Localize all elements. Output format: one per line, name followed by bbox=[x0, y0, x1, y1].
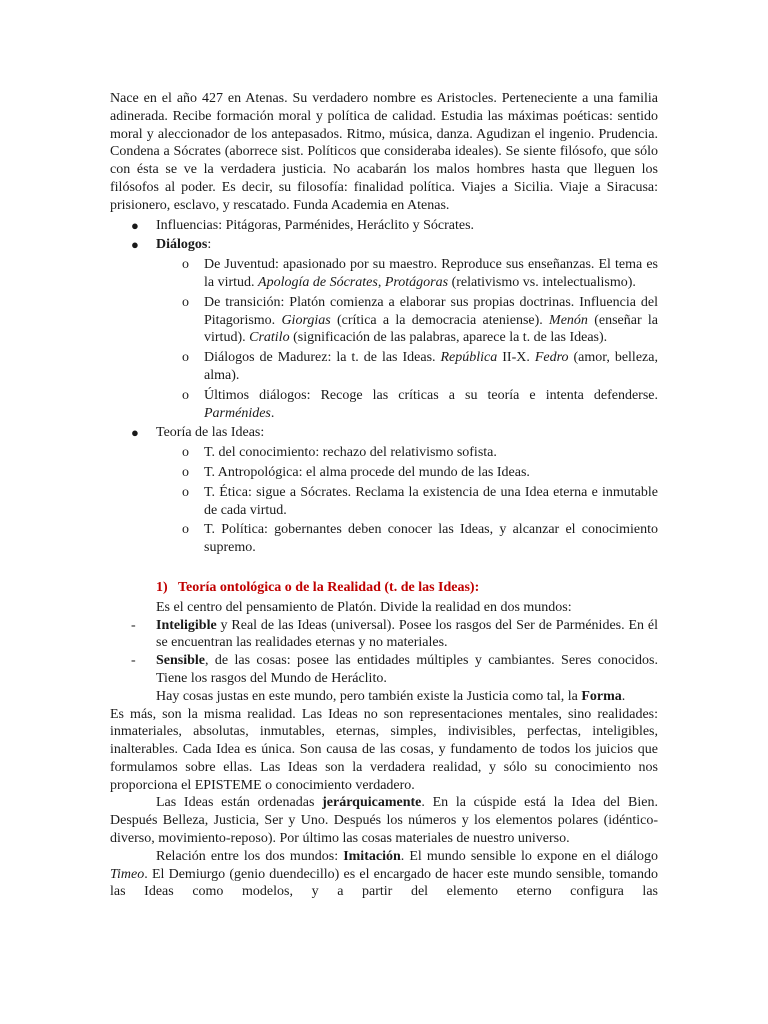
dialogo-text: II-X. bbox=[497, 350, 535, 366]
section-intro: Es el centro del pensamiento de Platón. Divide la realidad en dos mundos: bbox=[156, 599, 572, 615]
dialogo-title: República bbox=[440, 350, 498, 366]
dialogo-ultimos bbox=[110, 387, 658, 423]
circle-marker: o bbox=[182, 522, 189, 538]
dialogo-text: , bbox=[377, 274, 385, 290]
paragraph-imitacion bbox=[110, 848, 658, 901]
section-title: Teoría ontológica o de la Realidad (t. de las Ideas): bbox=[178, 579, 480, 595]
circle-marker: o bbox=[182, 257, 189, 273]
document-body bbox=[110, 90, 658, 901]
section-heading bbox=[110, 579, 658, 597]
paragraph-text: . El mundo sensible lo expone en el diálogo bbox=[400, 848, 658, 864]
teoria-conocimiento bbox=[110, 444, 658, 462]
dialogo-text: (significación de las palabras, aparece la t. de las Ideas). bbox=[289, 330, 608, 346]
teoria-etica bbox=[110, 484, 658, 520]
paragraph-text: Hay cosas justas en este mundo, pero también existe la Justicia como tal, la bbox=[156, 688, 582, 704]
circle-marker: o bbox=[182, 387, 189, 403]
mundo-sensible bbox=[110, 652, 658, 688]
paragraph-forma bbox=[110, 688, 658, 706]
bullet-marker: ● bbox=[131, 237, 139, 253]
paragraph-text: . En la cúspide está la Idea del Bien. Después Belleza, Justicia, Ser y Uno. Después los números y los elementos polares (idéntico-diverso, movimiento-reposo). Por último las cosas materiales de nuestro universo. bbox=[110, 795, 658, 847]
circle-marker: o bbox=[182, 350, 189, 366]
dialogo-title: Cratilo bbox=[249, 330, 290, 346]
dialogo-transicion bbox=[110, 294, 658, 347]
dialogo-text: (amor, belleza, alma). bbox=[204, 350, 658, 383]
paragraph-text: . bbox=[621, 688, 626, 704]
forma-bold: Forma bbox=[581, 688, 622, 704]
teoria-text: T. Antropológica: el alma procede del mundo de las Ideas. bbox=[204, 464, 530, 480]
dialogo-text: (crítica a la democracia ateniense). bbox=[330, 312, 550, 328]
intro-paragraph: Nace en el año 427 en Atenas. Su verdadero nombre es Aristocles. Perteneciente a una familia adinerada. Recibe formación moral y política de calidad. Estudia las máximas poéticas: sentido moral y aleccionador de los antepasados. Ritmo, música, danza. Agudizan el ingenio. Prudencia. Condena a Sócrates (aborrece sist. Políticos que consideraba ideales). Se siente filósofo, que sólo con ésta se ve la verdadera justicia. No acabarán los malos hombres hasta que lleguen los filósofos al poder. Es decir, su filosofía: finalidad política. Viajes a Sicilia. Viaje a Siracusa: prisionero, esclavo, y rescatado. Funda Academia en Atenas. bbox=[110, 91, 658, 213]
bullet-marker: ● bbox=[131, 217, 139, 233]
paragraph-text: Relación entre los dos mundos: bbox=[156, 848, 344, 864]
paragraph-jerarquia bbox=[110, 794, 658, 847]
teoria-label: Teoría de las Ideas: bbox=[156, 425, 265, 441]
jerarquicamente-bold: jerárquicamente bbox=[322, 795, 422, 811]
teoria-antropologica bbox=[110, 464, 658, 482]
dialogo-title: Apología de Sócrates bbox=[258, 274, 378, 290]
sensible-label: Sensible bbox=[156, 653, 206, 669]
teoria-text: T. Ética: sigue a Sócrates. Reclama la existencia de una Idea eterna e inmutable de cada virtud. bbox=[204, 484, 658, 518]
dialogos-label: Diálogos bbox=[156, 237, 208, 253]
circle-marker: o bbox=[182, 464, 189, 480]
dash-marker: - bbox=[131, 653, 136, 669]
bullet-teoria bbox=[110, 424, 658, 442]
dialogos-colon: : bbox=[207, 237, 212, 253]
dialogo-text: . bbox=[270, 405, 275, 421]
teoria-text: T. del conocimiento: rechazo del relativismo sofista. bbox=[204, 445, 497, 461]
dialogo-text: (relativismo vs. intelectualismo). bbox=[448, 274, 636, 290]
dialogo-title: Protágoras bbox=[384, 274, 449, 290]
dialogo-title: Giorgias bbox=[281, 312, 331, 328]
dialogo-title: Parménides bbox=[204, 405, 271, 421]
dialogo-text: De Juventud: apasionado por su maestro. Reproduce sus enseñanzas. El tema es la virtud. bbox=[204, 257, 658, 290]
inteligible-label: Inteligible bbox=[156, 617, 217, 633]
bullet-marker: ● bbox=[131, 425, 139, 441]
influencias-text: Influencias: Pitágoras, Parménides, Heráclito y Sócrates. bbox=[156, 217, 475, 233]
imitacion-bold: Imitación bbox=[343, 848, 401, 864]
paragraph-text: Las Ideas están ordenadas bbox=[156, 795, 323, 811]
dialogo-title: Fedro bbox=[534, 350, 569, 366]
dialogo-text: De transición: Platón comienza a elaborar sus propias doctrinas. Influencia del Pitagorismo. bbox=[204, 294, 658, 328]
circle-marker: o bbox=[182, 445, 189, 461]
bullet-dialogos bbox=[110, 236, 658, 254]
section-number: 1) bbox=[156, 579, 168, 595]
teoria-politica bbox=[110, 521, 658, 557]
dialogo-madurez bbox=[110, 349, 658, 385]
dialogo-text: Diálogos de Madurez: la t. de las Ideas. bbox=[204, 350, 441, 366]
timeo-title: Timeo bbox=[110, 866, 145, 882]
paragraph-ideas: Es más, son la misma realidad. Las Ideas no son representaciones mentales, sino realidades: inmateriales, absolutas, inmutables, eternas, simples, indivisibles, perfectas, inteligibles, inalterables. Cada Idea es única. Son causa de las cosas, y fundamento de todos los juicios que formulamos sobre ellas. Las Ideas son la verdadera realidad, y sólo su conocimiento nos proporciona el EPISTEME o conocimiento verdadero. bbox=[110, 706, 658, 793]
circle-marker: o bbox=[182, 294, 189, 310]
dash-marker: - bbox=[131, 617, 136, 633]
dialogo-text: (enseñar la virtud). bbox=[204, 312, 658, 346]
paragraph-text: . El Demiurgo (genio duendecillo) es el encargado de hacer este mundo sensible, tomando las Ideas como modelos, y a partir del elemento eterno configura las bbox=[110, 866, 658, 900]
dialogo-text: Últimos diálogos: Recoge las críticas a su teoría e intenta defenderse. bbox=[204, 387, 658, 403]
mundo-inteligible bbox=[110, 617, 658, 653]
inteligible-text: y Real de las Ideas (universal). Posee los rasgos del Ser de Parménides. En él se encuentran las realidades eternas y no materiales. bbox=[156, 617, 658, 651]
dialogo-juventud bbox=[110, 256, 658, 292]
sensible-text: , de las cosas: posee las entidades múltiples y cambiantes. Seres conocidos. Tiene los rasgos del Mundo de Heráclito. bbox=[156, 653, 658, 686]
circle-marker: o bbox=[182, 484, 189, 500]
teoria-text: T. Política: gobernantes deben conocer las Ideas, y alcanzar el conocimiento supremo. bbox=[204, 522, 658, 556]
bullet-influencias bbox=[110, 217, 658, 235]
dialogo-title: Menón bbox=[549, 312, 588, 328]
